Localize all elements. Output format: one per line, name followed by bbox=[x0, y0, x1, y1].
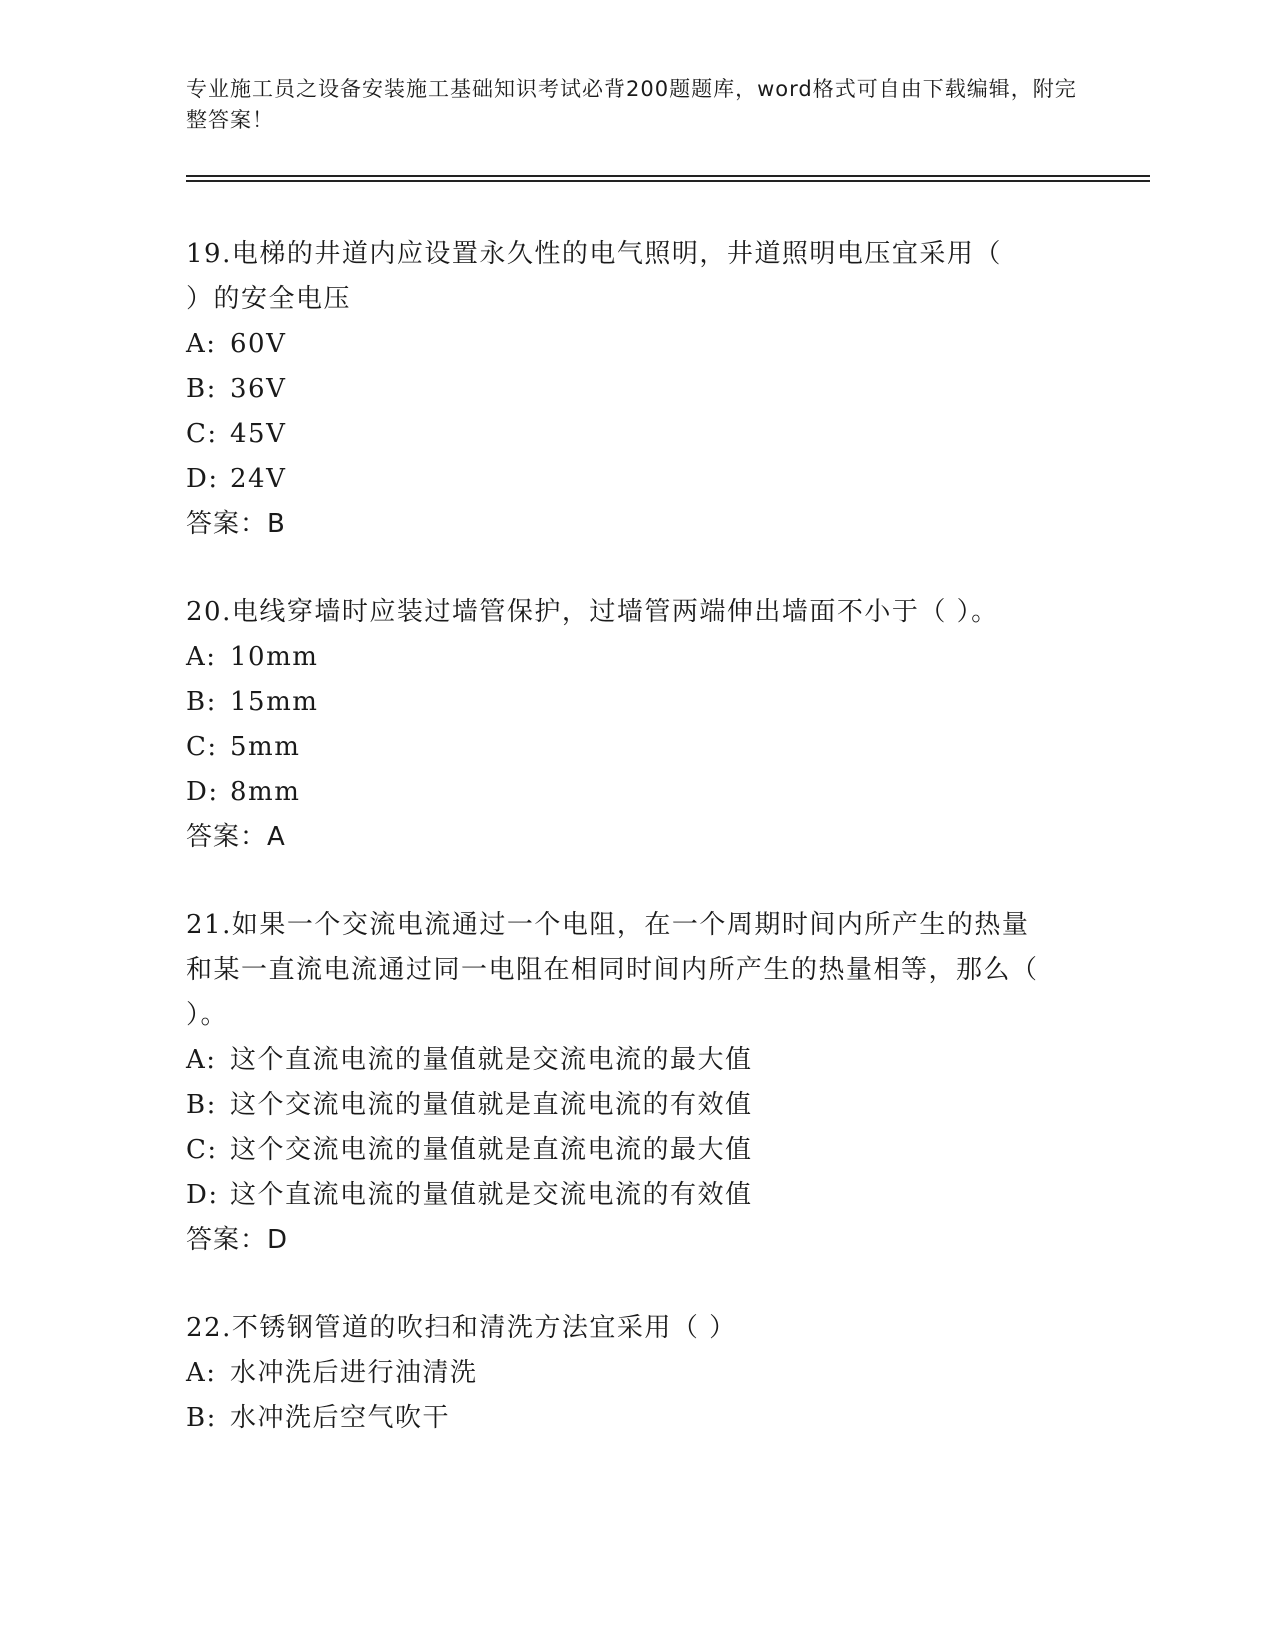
option-letter: B: bbox=[186, 687, 217, 717]
answer-label: 答案：A bbox=[186, 822, 286, 852]
option-text: 水冲洗后进行油清洗 bbox=[230, 1358, 478, 1388]
option-letter: A: bbox=[186, 329, 217, 359]
option-text: 这个交流电流的量值就是直流电流的最大值 bbox=[230, 1135, 753, 1165]
option-letter: A: bbox=[186, 642, 217, 672]
option-text: 15mm bbox=[230, 687, 319, 717]
option-text: 这个交流电流的量值就是直流电流的有效值 bbox=[230, 1090, 753, 1120]
option-text: 8mm bbox=[230, 777, 301, 807]
header-divider-bottom bbox=[186, 180, 1150, 182]
option-letter: A: bbox=[186, 1358, 217, 1388]
option-a bbox=[186, 1351, 1086, 1396]
answer-label: 答案：D bbox=[186, 1225, 289, 1255]
option-letter: C: bbox=[186, 419, 218, 449]
question-text: 19.电梯的井道内应设置永久性的电气照明，井道照明电压宜采用（ ）的安全电压 bbox=[186, 239, 1002, 314]
option-d bbox=[186, 770, 1086, 815]
option-text: 这个直流电流的量值就是交流电流的有效值 bbox=[230, 1180, 753, 1210]
option-letter: B: bbox=[186, 374, 217, 404]
option-text: 45V bbox=[230, 419, 287, 449]
option-c bbox=[186, 725, 1086, 770]
option-c bbox=[186, 412, 1086, 457]
option-c bbox=[186, 1128, 1086, 1173]
option-text: 60V bbox=[230, 329, 287, 359]
answer-label: 答案：B bbox=[186, 509, 286, 539]
option-a bbox=[186, 635, 1086, 680]
question-text: 22.不锈钢管道的吹扫和清洗方法宜采用（ ） bbox=[186, 1313, 737, 1343]
option-letter: B: bbox=[186, 1090, 217, 1120]
option-text: 水冲洗后空气吹干 bbox=[230, 1403, 451, 1433]
option-letter: C: bbox=[186, 732, 218, 762]
option-b bbox=[186, 1083, 1086, 1128]
option-letter: D: bbox=[186, 777, 219, 807]
header-divider-top bbox=[186, 175, 1150, 177]
option-text: 10mm bbox=[230, 642, 319, 672]
option-b bbox=[186, 680, 1086, 725]
option-letter: A: bbox=[186, 1045, 217, 1075]
question-text: 20.电线穿墙时应装过墙管保护，过墙管两端伸出墙面不小于（ ）。 bbox=[186, 597, 999, 627]
question-22 bbox=[186, 1306, 1086, 1441]
option-text: 24V bbox=[230, 464, 287, 494]
option-text: 5mm bbox=[230, 732, 301, 762]
option-text: 这个直流电流的量值就是交流电流的最大值 bbox=[230, 1045, 753, 1075]
question-list bbox=[186, 232, 1086, 1484]
option-letter: B: bbox=[186, 1403, 217, 1433]
question-19 bbox=[186, 232, 1086, 547]
option-letter: D: bbox=[186, 1180, 219, 1210]
option-text: 36V bbox=[230, 374, 287, 404]
question-text: 21.如果一个交流电流通过一个电阻，在一个周期时间内所产生的热量和某一直流电流通过同一电阻在相同时间内所产生的热量相等，那么（ ）。 bbox=[186, 910, 1039, 1030]
question-20 bbox=[186, 590, 1086, 860]
question-21 bbox=[186, 903, 1086, 1263]
option-letter: D: bbox=[186, 464, 219, 494]
option-a bbox=[186, 322, 1086, 367]
option-a bbox=[186, 1038, 1086, 1083]
document-header: 专业施工员之设备安装施工基础知识考试必背200题题库，word格式可自由下载编辑，附完整答案！ bbox=[186, 77, 1077, 132]
option-b bbox=[186, 1396, 1086, 1441]
option-d bbox=[186, 1173, 1086, 1218]
option-letter: C: bbox=[186, 1135, 218, 1165]
option-d bbox=[186, 457, 1086, 502]
option-b bbox=[186, 367, 1086, 412]
